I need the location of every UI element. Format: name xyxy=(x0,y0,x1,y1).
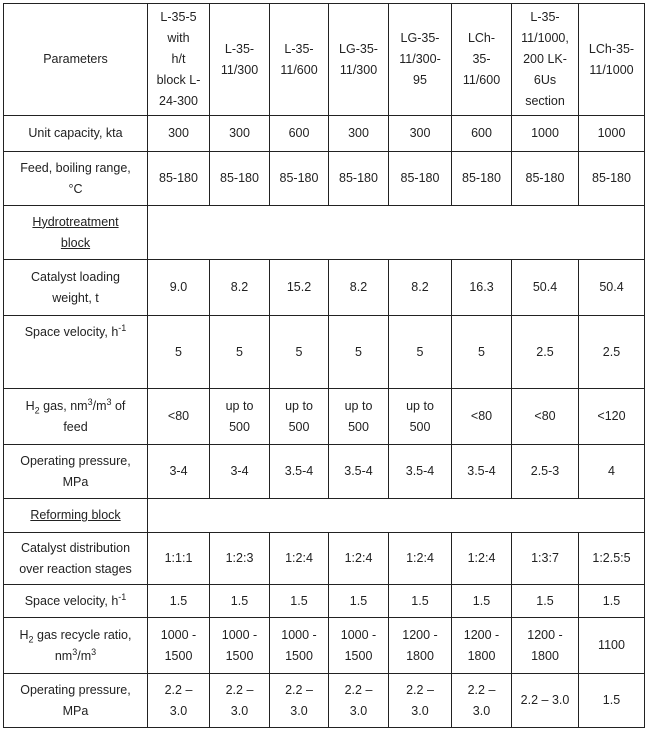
header-col-7: L-35- 11/1000, 200 LK- 6Us section xyxy=(512,4,579,116)
header-col-1: L-35-5 with h/t block L- 24-300 xyxy=(148,4,210,116)
cell: 1.5 xyxy=(210,585,270,618)
cell: 8.2 xyxy=(210,260,270,316)
cell: 1:2:4 xyxy=(329,533,389,585)
row-label: Space velocity, $h^{-1}$ xyxy=(4,316,148,389)
cell: 3-4 xyxy=(148,445,210,499)
section-label: Hydrotreatment block xyxy=(4,206,148,260)
cell: 85-180 xyxy=(452,152,512,206)
section-label: Reforming block xyxy=(4,499,148,533)
cell: <80 xyxy=(512,389,579,445)
cell: 1.5 xyxy=(329,585,389,618)
cell: 1:3:7 xyxy=(512,533,579,585)
cell: 5 xyxy=(148,316,210,389)
cell: 1.5 xyxy=(148,585,210,618)
header-col-8: LCh-35- 11/1000 xyxy=(579,4,645,116)
cell: 1200 - 1800 xyxy=(452,618,512,674)
cell: 2.5-3 xyxy=(512,445,579,499)
cell: 85-180 xyxy=(389,152,452,206)
cell: 1.5 xyxy=(579,674,645,728)
cell: 3.5-4 xyxy=(452,445,512,499)
parameters-table xyxy=(3,3,645,728)
cell: 85-180 xyxy=(512,152,579,206)
cell: 3.5-4 xyxy=(329,445,389,499)
cell: 16.3 xyxy=(452,260,512,316)
cell: 5 xyxy=(210,316,270,389)
cell: 1100 xyxy=(579,618,645,674)
header-col-5: LG-35- 11/300- 95 xyxy=(389,4,452,116)
cell: 85-180 xyxy=(210,152,270,206)
cell: up to 500 xyxy=(210,389,270,445)
cell: 1.5 xyxy=(270,585,329,618)
cell: 600 xyxy=(270,116,329,152)
row-label: Operating pressure, MPa xyxy=(4,445,148,499)
cell: 1200 - 1800 xyxy=(512,618,579,674)
row-feed xyxy=(4,152,645,206)
header-col-4: LG-35- 11/300 xyxy=(329,4,389,116)
cell: 1000 xyxy=(512,116,579,152)
cell: <80 xyxy=(452,389,512,445)
cell: 1000 - 1500 xyxy=(148,618,210,674)
cell: <80 xyxy=(148,389,210,445)
cell: up to 500 xyxy=(389,389,452,445)
cell: 5 xyxy=(270,316,329,389)
cell: 5 xyxy=(452,316,512,389)
section-hydrotreatment xyxy=(4,206,645,260)
cell: 8.2 xyxy=(389,260,452,316)
cell: 1:2.5:5 xyxy=(579,533,645,585)
row-space-velocity-hydro xyxy=(4,316,645,389)
row-operating-pressure-reforming xyxy=(4,674,645,728)
cell: up to 500 xyxy=(329,389,389,445)
row-catalyst-distribution xyxy=(4,533,645,585)
row-catalyst-loading xyxy=(4,260,645,316)
row-label: $H_2$ gas recycle ratio, $nm^3/m^3$ xyxy=(4,618,148,674)
row-unit-capacity xyxy=(4,116,645,152)
cell: 1:2:4 xyxy=(270,533,329,585)
cell: 2.2 – 3.0 xyxy=(148,674,210,728)
row-label: Catalyst distribution over reaction stages xyxy=(4,533,148,585)
cell: 4 xyxy=(579,445,645,499)
cell: 1:2:4 xyxy=(452,533,512,585)
cell: 2.2 – 3.0 xyxy=(389,674,452,728)
cell: 5 xyxy=(389,316,452,389)
row-h2-gas xyxy=(4,389,645,445)
row-h2-recycle xyxy=(4,618,645,674)
cell: 2.5 xyxy=(579,316,645,389)
cell: 1000 - 1500 xyxy=(210,618,270,674)
cell: 85-180 xyxy=(329,152,389,206)
section-span xyxy=(148,206,645,260)
header-col-6: LCh- 35- 11/600 xyxy=(452,4,512,116)
cell: 1:1:1 xyxy=(148,533,210,585)
row-operating-pressure-hydro xyxy=(4,445,645,499)
row-label: Feed, boiling range, °C xyxy=(4,152,148,206)
cell: 1:2:3 xyxy=(210,533,270,585)
cell: 1.5 xyxy=(579,585,645,618)
cell: 1.5 xyxy=(512,585,579,618)
cell: 3.5-4 xyxy=(270,445,329,499)
cell: 2.2 – 3.0 xyxy=(452,674,512,728)
cell: 50.4 xyxy=(579,260,645,316)
cell: 1.5 xyxy=(389,585,452,618)
cell: 300 xyxy=(389,116,452,152)
cell: 1000 - 1500 xyxy=(270,618,329,674)
cell: 1000 - 1500 xyxy=(329,618,389,674)
cell: 300 xyxy=(148,116,210,152)
header-parameters: Parameters xyxy=(4,4,148,116)
cell: 85-180 xyxy=(148,152,210,206)
section-span xyxy=(148,499,645,533)
cell: 8.2 xyxy=(329,260,389,316)
row-label: $H_2$ gas, $nm^3/m^3$ of feed xyxy=(4,389,148,445)
cell: <120 xyxy=(579,389,645,445)
cell: 2.5 xyxy=(512,316,579,389)
cell: 15.2 xyxy=(270,260,329,316)
row-label: Operating pressure, MPa xyxy=(4,674,148,728)
cell: 2.2 – 3.0 xyxy=(329,674,389,728)
row-label: Unit capacity, kta xyxy=(4,116,148,152)
cell: up to 500 xyxy=(270,389,329,445)
cell: 85-180 xyxy=(270,152,329,206)
row-label: Catalyst loading weight, t xyxy=(4,260,148,316)
row-space-velocity-reforming xyxy=(4,585,645,618)
cell: 1:2:4 xyxy=(389,533,452,585)
row-label: Space velocity, $h^{-1}$ xyxy=(4,585,148,618)
cell: 1.5 xyxy=(452,585,512,618)
cell: 85-180 xyxy=(579,152,645,206)
header-col-2: L-35- 11/300 xyxy=(210,4,270,116)
cell: 2.2 – 3.0 xyxy=(512,674,579,728)
cell: 1200 - 1800 xyxy=(389,618,452,674)
cell: 3.5-4 xyxy=(389,445,452,499)
cell: 2.2 – 3.0 xyxy=(270,674,329,728)
cell: 600 xyxy=(452,116,512,152)
cell: 50.4 xyxy=(512,260,579,316)
cell: 1000 xyxy=(579,116,645,152)
cell: 2.2 – 3.0 xyxy=(210,674,270,728)
header-col-3: L-35- 11/600 xyxy=(270,4,329,116)
cell: 5 xyxy=(329,316,389,389)
cell: 300 xyxy=(329,116,389,152)
cell: 300 xyxy=(210,116,270,152)
cell: 3-4 xyxy=(210,445,270,499)
section-reforming xyxy=(4,499,645,533)
cell: 9.0 xyxy=(148,260,210,316)
header-row xyxy=(4,4,645,116)
